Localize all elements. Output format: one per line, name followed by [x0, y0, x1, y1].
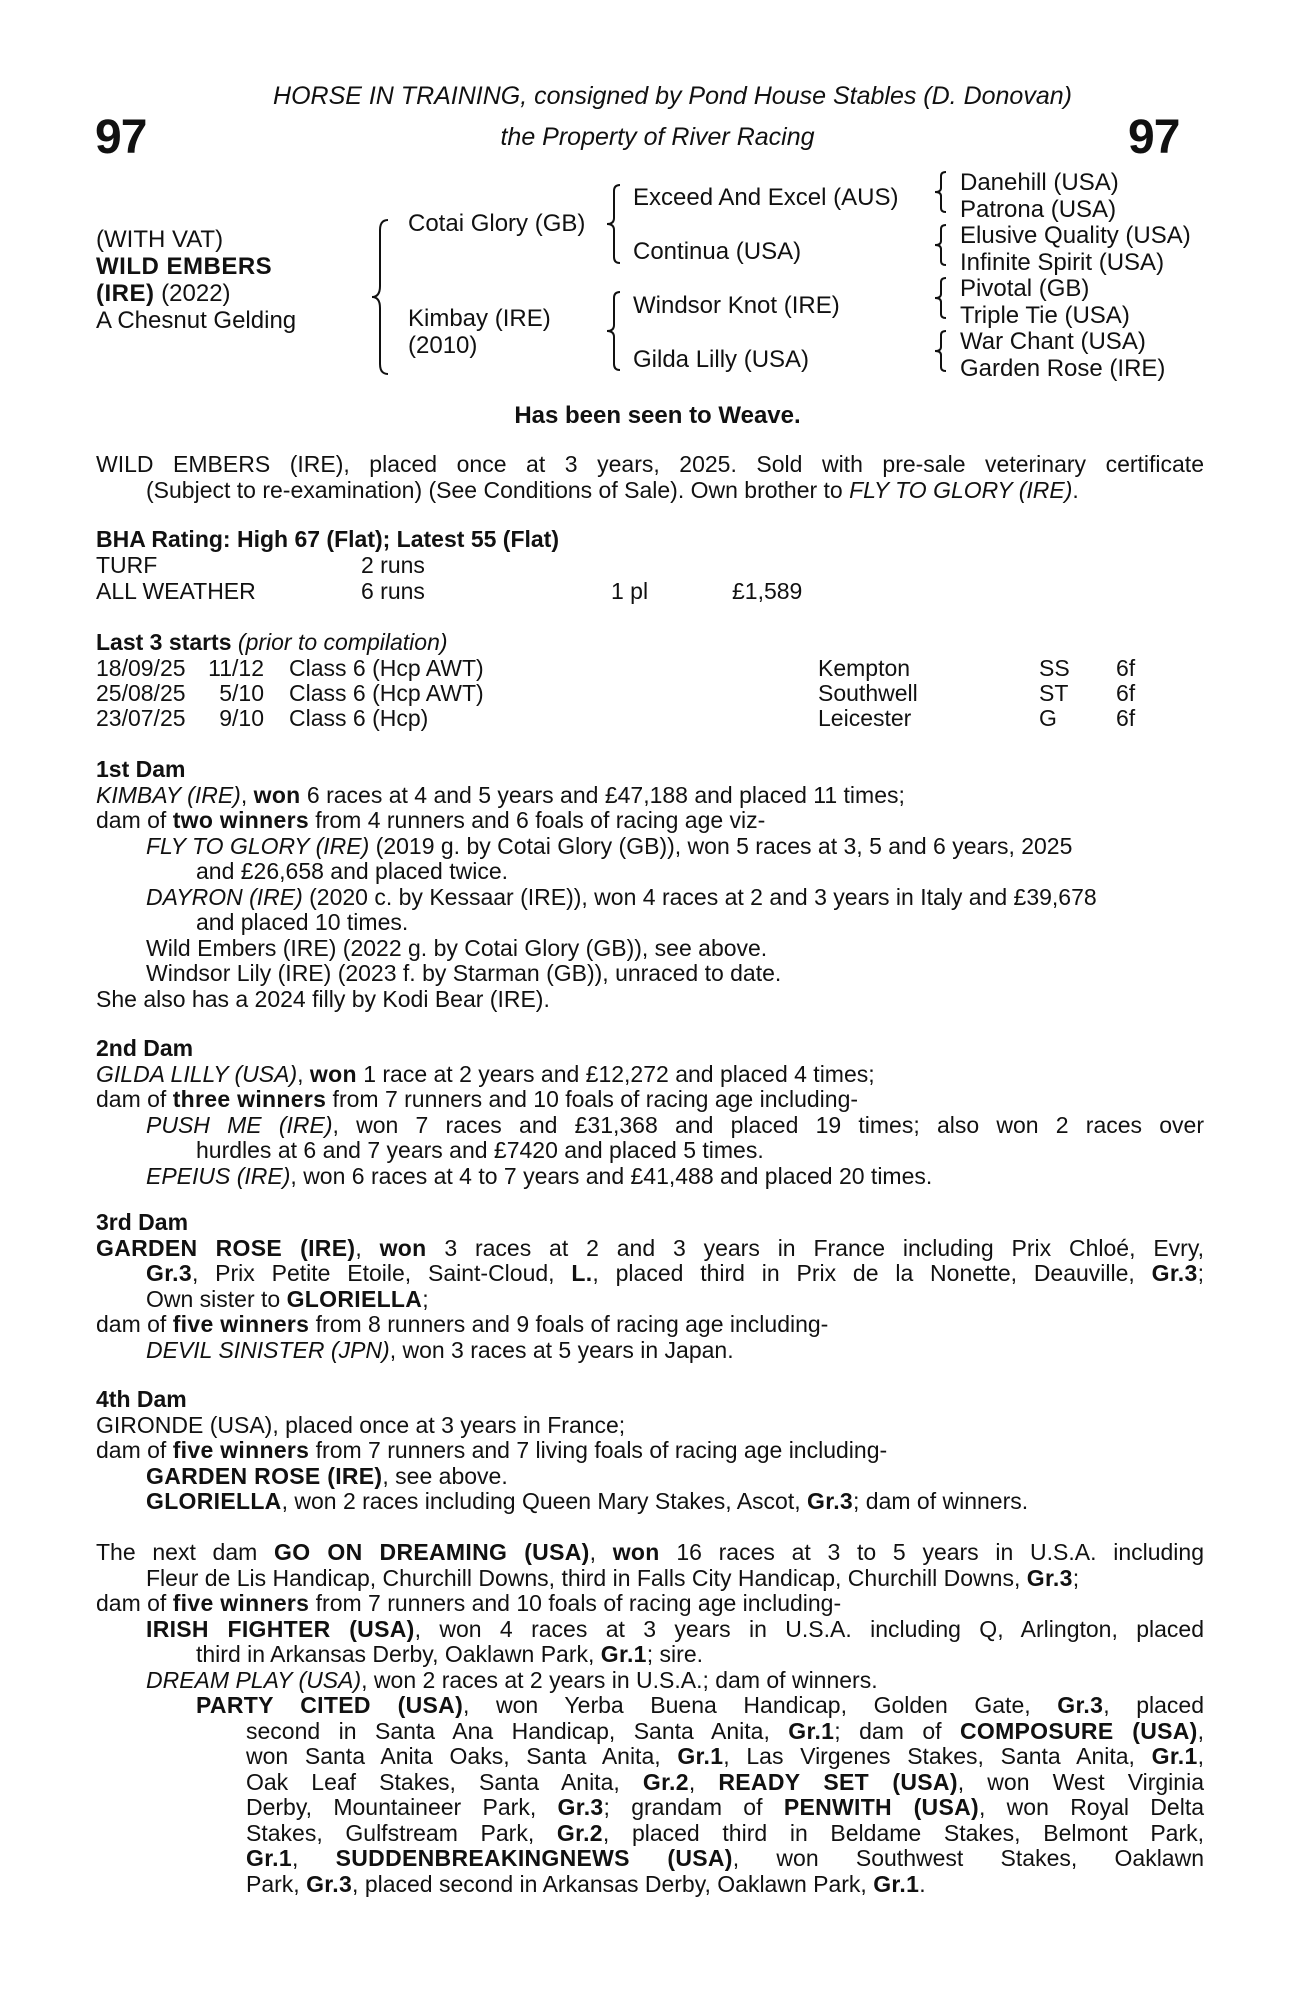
sister-name: GLORIELLA: [286, 1285, 423, 1312]
progeny-name: DAYRON (IRE): [146, 883, 303, 910]
text: 3 races at 2 and 3 years in France including Prix Chloé, Evry,: [426, 1234, 1204, 1261]
text: , won Southwest Stakes, Oaklawn: [732, 1845, 1204, 1871]
pedigree-brace-g3-2: [932, 223, 950, 267]
rating-surface: ALL WEATHER: [96, 578, 256, 604]
section-title: 1st Dam: [96, 756, 186, 782]
start-distance: 6f: [1116, 655, 1136, 681]
text: 1 race at 2 years and £12,272 and placed 4 times;: [356, 1060, 875, 1087]
pedigree-dam: [408, 305, 551, 359]
next-dam-section: [96, 1540, 1204, 1897]
won-label: won: [309, 1060, 357, 1087]
text: Park,: [246, 1870, 307, 1897]
start-going: SS: [1039, 655, 1070, 681]
dam-line: [96, 808, 1204, 834]
pedigree-brace-g3-1: [932, 170, 950, 214]
text: , placed third in Beldame Stakes, Belmont Park,: [602, 1819, 1204, 1846]
progeny-name: COMPOSURE (USA): [959, 1717, 1198, 1744]
lot-number-left: 97: [95, 111, 147, 164]
pedigree-dam-name: Kimbay (IRE): [408, 305, 551, 332]
progeny-name: GLORIELLA: [146, 1488, 282, 1514]
pedigree-g3-item: Danehill (USA): [960, 169, 1119, 196]
progeny-name: PUSH ME (IRE): [146, 1111, 333, 1138]
grade-label: Gr.3: [807, 1488, 853, 1514]
pedigree-g3-item: Infinite Spirit (USA): [960, 248, 1165, 276]
text: ;: [1197, 1260, 1204, 1286]
text: ; sire.: [646, 1641, 703, 1667]
text: ;: [422, 1285, 429, 1312]
text: (2020 c. by Kessaar (IRE)), won 4 races at 2 and 3 years in Italy and £39,678: [302, 883, 1097, 910]
grade-label: Gr.1: [873, 1870, 920, 1897]
grade-label: Gr.3: [1151, 1260, 1198, 1286]
progeny-line: [96, 1795, 1204, 1821]
text: 16 races at 3 to 5 years in U.S.A. including: [659, 1539, 1205, 1565]
text: The next dam: [96, 1539, 275, 1565]
start-date: 25/08/25: [96, 680, 186, 706]
progeny-line: [96, 1770, 1204, 1796]
last-starts-heading: Last 3 starts: [96, 629, 232, 655]
progeny-line: [96, 1744, 1204, 1770]
dam-line: [96, 1236, 1204, 1262]
dam-line: [96, 1312, 1204, 1338]
grade-label: Gr.3: [306, 1870, 353, 1897]
text: ; grandam of: [603, 1794, 784, 1820]
pedigree-g3-item: Patrona (USA): [960, 195, 1117, 223]
dam-line: [96, 1087, 1204, 1113]
start-course: Leicester: [818, 705, 912, 731]
pedigree-dam-sire: Windsor Knot (IRE): [633, 292, 840, 319]
start-position: 11/12: [208, 655, 264, 681]
progeny-name: SUDDENBREAKINGNEWS (USA): [335, 1845, 733, 1871]
progeny-name: FLY TO GLORY (IRE): [146, 832, 370, 859]
progeny-name: PARTY CITED (USA): [196, 1692, 464, 1718]
progeny-name: IRISH FIGHTER (USA): [146, 1615, 415, 1642]
start-distance: 6f: [1116, 680, 1136, 706]
pedigree-brace-dam: [604, 290, 624, 372]
pedigree-g3-item: Triple Tie (USA): [960, 301, 1130, 329]
progeny-line: [96, 885, 1204, 911]
start-going: ST: [1039, 680, 1069, 706]
section-title: 2nd Dam: [96, 1035, 194, 1061]
pedigree-sire-sire: Exceed And Excel (AUS): [633, 184, 899, 211]
summary-text: (Subject to re-examination) (See Conditions of Sale). Own brother to: [146, 476, 850, 503]
vat-label: (WITH VAT): [96, 226, 224, 253]
pedigree-g3-item: War Chant (USA): [960, 328, 1146, 355]
third-dam-section: [96, 1210, 1204, 1363]
progeny-line: [96, 1464, 1204, 1490]
pedigree-g3-item: Garden Rose (IRE): [960, 354, 1166, 382]
text: second in Santa Ana Handicap, Santa Anita,: [246, 1717, 789, 1744]
horse-name: WILD EMBERS: [96, 253, 273, 280]
text: , won 4 races at 3 years in U.S.A. including Q, Arlington, placed: [414, 1615, 1204, 1642]
dam-line: [96, 1566, 1204, 1592]
horse-identity: [96, 226, 296, 334]
text: ,: [1197, 1743, 1204, 1769]
grade-label: Gr.1: [788, 1717, 835, 1744]
rating-placed: 1 pl: [611, 578, 649, 604]
progeny-line: [96, 1821, 1204, 1847]
bha-rating-title: [96, 527, 1204, 553]
pedigree-brace-main: [370, 218, 392, 376]
progeny-name: PENWITH (USA): [783, 1794, 979, 1820]
text: ,: [1197, 1717, 1205, 1744]
text: Derby, Mountaineer Park,: [246, 1794, 558, 1820]
progeny-line: [96, 1693, 1204, 1719]
pedigree-third-generation: [960, 170, 1191, 382]
text: from 7 runners and 7 living foals of racing age including-: [309, 1437, 888, 1463]
text: , Prix Petite Etoile, Saint-Cloud,: [191, 1260, 572, 1286]
grade-label: Gr.2: [642, 1768, 689, 1795]
progeny-line: [96, 1338, 1204, 1364]
start-race: Class 6 (Hcp AWT): [289, 655, 484, 681]
progeny-name: GARDEN ROSE (IRE): [146, 1462, 383, 1489]
progeny-line: [96, 1113, 1204, 1139]
rating-row-turf: [96, 553, 157, 579]
last-starts-title: [96, 630, 448, 656]
text: , placed third in Prix de la Nonette, Deauville,: [592, 1260, 1152, 1286]
text: third in Arkansas Derby, Oaklawn Park,: [196, 1641, 601, 1667]
text: ,: [688, 1768, 719, 1795]
horse-summary: [96, 452, 1204, 503]
progeny-line: [96, 1719, 1204, 1745]
text: dam of: [96, 1437, 173, 1463]
progeny-name: DREAM PLAY (USA): [146, 1666, 362, 1693]
pedigree-g3-item: Pivotal (GB): [960, 275, 1090, 302]
dam-line: GIRONDE (USA), placed once at 3 years in France;: [96, 1411, 626, 1438]
text: , won Royal Delta: [978, 1794, 1205, 1820]
progeny-line: [96, 1872, 1204, 1898]
last-starts-subtitle: (prior to compilation): [237, 629, 448, 655]
horse-name-suffix: [96, 280, 296, 307]
grade-label: Gr.1: [1151, 1743, 1198, 1769]
won-label: won: [379, 1234, 427, 1261]
start-position: 9/10: [219, 705, 264, 731]
grade-label: Gr.3: [557, 1794, 604, 1820]
text: ,: [355, 1234, 380, 1261]
dam-line: [96, 1261, 1204, 1287]
text: , won 3 races at 5 years in Japan.: [389, 1336, 734, 1363]
rating-runs: 6 runs: [361, 578, 425, 604]
won-label: won: [253, 781, 301, 808]
pedigree-brace-g3-4: [932, 329, 950, 373]
pedigree-brace-g3-3: [932, 276, 950, 320]
first-dam-section: [96, 757, 1204, 1012]
winners-count: five winners: [172, 1437, 310, 1463]
text: ,: [589, 1539, 613, 1565]
start-course: Southwell: [818, 680, 918, 706]
text: ;: [1072, 1564, 1080, 1591]
grade-label: Gr.1: [246, 1845, 292, 1871]
summary-punct: .: [1072, 476, 1079, 503]
progeny-line: [96, 1489, 1204, 1515]
start-race: Class 6 (Hcp AWT): [289, 680, 484, 706]
text: Stakes, Gulfstream Park,: [246, 1819, 557, 1846]
progeny-name: READY SET (USA): [718, 1768, 958, 1795]
text: , won 6 races at 4 to 7 years and £41,488 and placed 20 times.: [290, 1162, 933, 1189]
pedigree-brace-sire: [604, 183, 624, 265]
text: Own sister to: [146, 1285, 287, 1312]
pedigree-dam-dam: Gilda Lilly (USA): [633, 346, 810, 373]
section-title: 3rd Dam: [96, 1209, 189, 1235]
text: , won 2 races at 2 years in U.S.A.; dam of winners.: [361, 1666, 878, 1693]
rating-surface: TURF: [96, 552, 158, 578]
horse-year: (2022): [161, 280, 231, 307]
property-line: the Property of River Racing: [500, 123, 815, 151]
progeny-line: [96, 834, 1204, 860]
start-going: G: [1039, 705, 1057, 731]
grade-label: Gr.3: [1026, 1564, 1073, 1591]
text: 6 races at 4 and 5 years and £47,188 and placed 11 times;: [300, 781, 905, 808]
text: ,: [297, 1060, 310, 1087]
grade-label: Gr.1: [677, 1743, 724, 1769]
text: (2019 g. by Cotai Glory (GB)), won 5 races at 3, 5 and 6 years, 2025: [369, 832, 1073, 859]
text: .: [919, 1870, 926, 1897]
summary-brother: FLY TO GLORY (IRE): [849, 476, 1073, 503]
grade-label: Gr.3: [146, 1260, 192, 1286]
progeny-line: and placed 10 times.: [196, 909, 409, 935]
start-race: Class 6 (Hcp): [289, 705, 429, 731]
start-date: 18/09/25: [96, 655, 186, 681]
text: from 7 runners and 10 foals of racing age including-: [326, 1086, 859, 1112]
start-course: Kempton: [818, 655, 911, 681]
progeny-line: hurdles at 6 and 7 years and £7420 and placed 5 times.: [196, 1137, 764, 1163]
rating-runs: 2 runs: [361, 552, 425, 578]
dam-name: GILDA LILLY (USA): [96, 1060, 298, 1087]
dam-line: She also has a 2024 filly by Kodi Bear (IRE).: [96, 985, 550, 1012]
start-distance: 6f: [1116, 705, 1136, 731]
text: ,: [291, 1845, 336, 1871]
dam-line: [96, 1540, 1204, 1566]
dam-name: KIMBAY (IRE): [96, 781, 241, 808]
text: from 7 runners and 10 foals of racing age including-: [309, 1590, 842, 1616]
section-title: 4th Dam: [96, 1386, 187, 1412]
pedigree-sire-dam: Continua (USA): [633, 238, 802, 265]
progeny-line: [96, 1164, 1204, 1190]
progeny-line: Wild Embers (IRE) (2022 g. by Cotai Glory (GB)), see above.: [146, 934, 768, 961]
dam-line: [96, 1287, 1204, 1313]
start-date: 23/07/25: [96, 705, 186, 731]
progeny-line: and £26,658 and placed twice.: [196, 858, 509, 884]
pedigree-sire: Cotai Glory (GB): [408, 210, 586, 237]
progeny-line: [96, 1846, 1204, 1872]
winners-count: five winners: [172, 1311, 310, 1337]
consignment-line: HORSE IN TRAINING, consigned by Pond House Stables (D. Donovan): [273, 82, 1072, 110]
text: ; dam of winners.: [853, 1488, 1029, 1514]
progeny-name: EPEIUS (IRE): [146, 1162, 291, 1189]
fourth-dam-section: [96, 1387, 1204, 1515]
progeny-name: DEVIL SINISTER (JPN): [146, 1336, 390, 1363]
dam-name: GO ON DREAMING (USA): [274, 1539, 590, 1565]
progeny-line: [96, 1617, 1204, 1643]
text: dam of: [96, 1311, 173, 1337]
text: , won Yerba Buena Handicap, Golden Gate,: [463, 1692, 1058, 1718]
pedigree-g3-item: Elusive Quality (USA): [960, 222, 1191, 249]
text: dam of: [96, 807, 173, 833]
rating-row-aw: [96, 579, 256, 605]
winners-count: three winners: [172, 1086, 327, 1112]
grade-label: Gr.1: [600, 1641, 647, 1667]
text: won Santa Anita Oaks, Santa Anita,: [246, 1743, 678, 1769]
progeny-line: [96, 1668, 1204, 1694]
text: , placed second in Arkansas Derby, Oaklawn Park,: [352, 1870, 874, 1897]
dam-line: [96, 1591, 1204, 1617]
summary-line: WILD EMBERS (IRE), placed once at 3 years, 2025. Sold with pre-sale veterinary certificate: [96, 451, 1204, 477]
pedigree-dam-year: (2010): [408, 332, 478, 359]
horse-origin: (IRE): [96, 280, 155, 307]
winners-count: two winners: [172, 807, 309, 833]
dam-line: [96, 783, 1204, 809]
text: dam of: [96, 1086, 173, 1112]
text: , won 2 races including Queen Mary Stakes, Ascot,: [281, 1488, 808, 1514]
text: Oak Leaf Stakes, Santa Anita,: [246, 1768, 643, 1795]
second-dam-section: [96, 1036, 1204, 1189]
text: , won 7 races and £31,368 and placed 19 times; also won 2 races over: [332, 1111, 1205, 1138]
text: , placed: [1103, 1692, 1204, 1718]
text: from 4 runners and 6 foals of racing age viz-: [308, 807, 766, 833]
text: from 8 runners and 9 foals of racing age including-: [309, 1311, 829, 1337]
grade-label: Gr.2: [556, 1819, 603, 1846]
progeny-line: Windsor Lily (IRE) (2023 f. by Starman (GB)), unraced to date.: [146, 960, 782, 986]
rating-title: BHA Rating: High 67 (Flat); Latest 55 (Flat): [96, 526, 559, 552]
text: ,: [240, 781, 254, 808]
dam-line: [96, 1062, 1204, 1088]
weave-notice: Has been seen to Weave.: [514, 402, 801, 429]
listed-label: L.: [571, 1260, 593, 1286]
summary-line: [96, 478, 1204, 504]
text: dam of: [96, 1590, 173, 1616]
text: ; dam of: [834, 1717, 960, 1744]
dam-name: GARDEN ROSE (IRE): [96, 1234, 356, 1261]
lot-number-right: 97: [1128, 111, 1180, 164]
rating-prize: £1,589: [732, 578, 803, 604]
start-position: 5/10: [219, 680, 264, 706]
text: , won West Virginia: [957, 1768, 1204, 1795]
grade-label: Gr.3: [1057, 1692, 1104, 1718]
text: , Las Virgenes Stakes, Santa Anita,: [723, 1743, 1152, 1769]
text: Fleur de Lis Handicap, Churchill Downs, third in Falls City Handicap, Churchill Downs,: [146, 1564, 1027, 1591]
progeny-line: [96, 1642, 1204, 1668]
horse-description: A Chesnut Gelding: [96, 307, 297, 334]
dam-line: [96, 1438, 1204, 1464]
won-label: won: [612, 1539, 660, 1565]
winners-count: five winners: [172, 1590, 310, 1616]
text: , see above.: [382, 1462, 508, 1489]
